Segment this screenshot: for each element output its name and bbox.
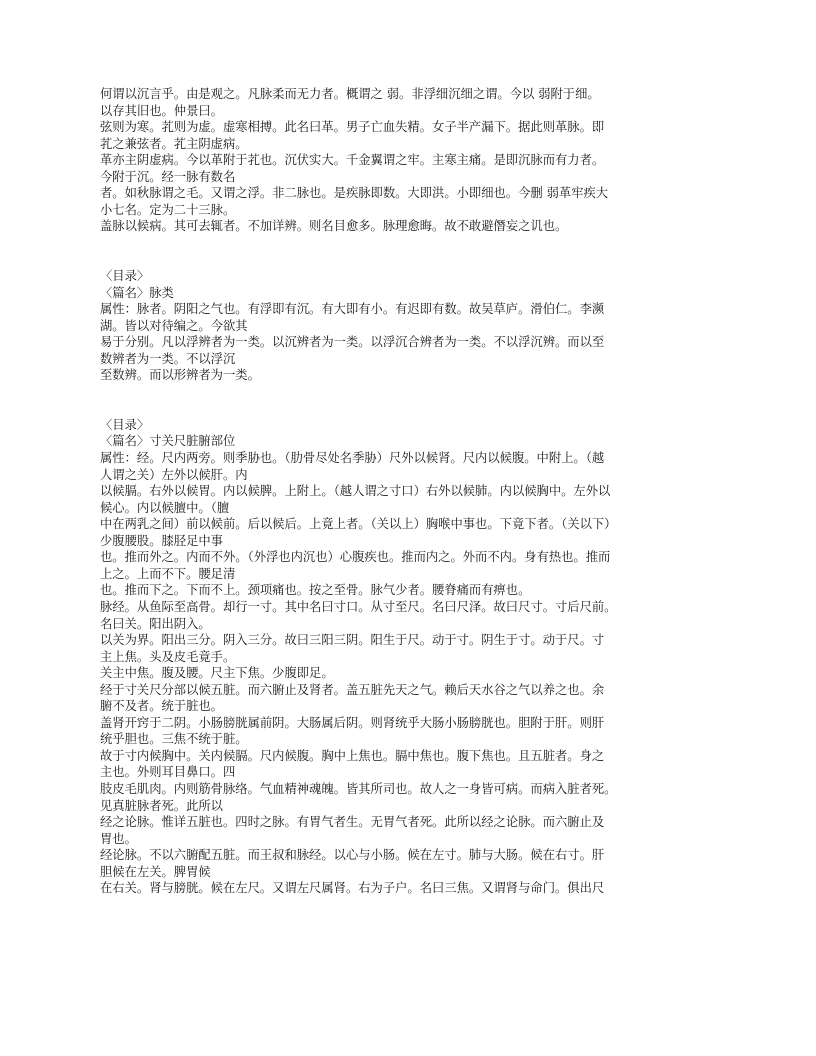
paragraph-spacer xyxy=(100,235,718,252)
text-line: 小七名。定为二十三脉。 xyxy=(100,202,236,217)
text-line: 以存其旧也。仲景曰。 xyxy=(100,103,223,118)
paragraph-spacer xyxy=(100,384,718,401)
chapter-title: 脉类 xyxy=(149,285,174,300)
text-line: 关主中焦。腹及腰。尺主下焦。少腹即足。 xyxy=(100,666,334,681)
text-line: 主上焦。头及皮毛竟手。 xyxy=(100,649,236,664)
text-line: 主也。外则耳目鼻口。四 xyxy=(100,765,236,780)
text-line: 今附于沉。经一脉有数名 xyxy=(100,169,236,184)
text-line: 也。推而下之。下而不上。颈项痛也。按之至骨。脉气少者。腰脊痛而有痹也。 xyxy=(100,583,531,598)
text-line: 经论脉。不以六腑配五脏。而王叔和脉经。以心与小肠。候在左寸。肺与大肠。候在右寸。肝 xyxy=(100,848,605,863)
text-line: 故于寸内候胸中。关内候膈。尺内候腹。胸中上焦也。膈中焦也。腹下焦也。且五脏者。身之 xyxy=(100,748,605,763)
text-line: 见真脏脉者死。此所以 xyxy=(100,798,223,813)
text-line: 属性：经。尺内两旁。则季胁也。（肋骨尽处名季胁）尺外以候肾。尺内以候腹。中附上。（越 xyxy=(100,451,605,466)
text-line: 易于分别。凡以浮辨者为一类。以沉辨者为一类。以浮沉合辨者为一类。不以浮沉辨。而以至 xyxy=(100,335,605,350)
catalog-marker: 〈目录〉 xyxy=(100,417,150,432)
text-line: 统乎胆也。三焦不统于脏。 xyxy=(100,732,248,747)
chapter-marker: 〈篇名〉 xyxy=(100,285,150,300)
text-line: 湖。皆以对待编之。今欲其 xyxy=(100,318,248,333)
text-line: 人谓之关）左外以候肝。内 xyxy=(100,467,248,482)
text-line: 至数辨。而以形辨者为一类。 xyxy=(100,368,260,383)
chapter-marker: 〈篇名〉 xyxy=(100,434,150,449)
text-line: 名曰关。阳出阴入。 xyxy=(100,616,211,631)
section-block-3 xyxy=(100,417,718,897)
text-line: 经之论脉。惟详五脏也。四时之脉。有胃气者生。无胃气者死。此所以经之论脉。而六腑止及 xyxy=(100,815,605,830)
text-line: 肢皮毛肌肉。内则筋骨脉络。气血精神魂魄。皆其所司也。故人之一身皆可病。而病入脏者死。 xyxy=(100,781,617,796)
text-line: 腑不及者。统于脏也。 xyxy=(100,699,223,714)
text-line: 经于寸关尺分部以候五脏。而六腑止及肾者。盖五脏先天之气。赖后天水谷之气以养之也。余 xyxy=(100,682,605,697)
text-line: 属性：脉者。阴阳之气也。有浮即有沉。有大即有小。有迟即有数。故吴草庐。滑伯仁。李濒 xyxy=(100,302,605,317)
section-block-2 xyxy=(100,268,718,384)
document-text-body xyxy=(100,86,718,897)
text-line: 芤之兼弦者。芤主阴虚病。 xyxy=(100,136,248,151)
text-line: 候心。内以候膻中。（膻 xyxy=(100,500,230,515)
text-line: 以候膈。右外以候胃。内以候脾。上附上。（越人谓之寸口）右外以候肺。内以候胸中。左外以 xyxy=(100,484,611,499)
catalog-marker: 〈目录〉 xyxy=(100,269,150,284)
text-line: 革亦主阴虚病。今以革附于芤也。沉伏实大。千金翼谓之牢。主寒主痛。是即沉脉而有力者。 xyxy=(100,153,605,168)
paragraph-spacer xyxy=(100,251,718,268)
text-line: 盖脉以候病。其可去辄者。不加详辨。则名目愈多。脉理愈晦。故不敢避僭妄之讥也。 xyxy=(100,219,568,234)
chapter-heading xyxy=(100,433,718,450)
text-line: 盖肾开窍于二阴。小肠膀胱属前阴。大肠属后阴。则肾统乎大肠小肠膀胱也。胆附于肝。则肝 xyxy=(100,715,605,730)
chapter-title: 寸关尺脏腑部位 xyxy=(149,434,236,449)
text-line: 上之。上而不下。腰足清 xyxy=(100,566,236,581)
chapter-heading xyxy=(100,285,718,302)
text-line: 少腹腰股。膝胫足中事 xyxy=(100,533,223,548)
text-line: 胃也。 xyxy=(100,831,137,846)
text-line: 胆候在左关。脾胃候 xyxy=(100,864,211,879)
text-line: 数辨者为一类。不以浮沉 xyxy=(100,351,236,366)
text-line: 脉经。从鱼际至高骨。却行一寸。其中名曰寸口。从寸至尺。名曰尺泽。故曰尺寸。寸后尺前。 xyxy=(100,599,617,614)
text-line: 何谓以沉言乎。由是观之。凡脉柔而无力者。概谓之 弱。非浮细沉细之谓。今以 弱附于细。 xyxy=(100,87,600,101)
text-line: 在右关。肾与膀胱。候在左尺。又谓左尺属肾。右为子户。名曰三焦。又谓肾与命门。俱出尺 xyxy=(100,881,605,896)
paragraph-block-1 xyxy=(100,86,718,235)
paragraph-spacer xyxy=(100,400,718,417)
text-line: 以关为界。阳出三分。阴入三分。故曰三阳三阴。阳生于尺。动于寸。阴生于寸。动于尺。寸 xyxy=(100,633,605,648)
text-line: 也。推而外之。内而不外。（外浮也内沉也）心腹疾也。推而内之。外而不内。身有热也。推而 xyxy=(100,550,611,565)
text-line: 者。如秋脉谓之毛。又谓之浮。非二脉也。是疾脉即数。大即洪。小即细也。今删 弱革牢疾大 xyxy=(100,186,609,201)
text-line: 弦则为寒。芤则为虚。虚寒相搏。此名曰革。男子亡血失精。女子半产漏下。据此则革脉。即 xyxy=(100,120,605,135)
text-line: 中在两乳之间）前以候前。后以候后。上竟上者。（关以上）胸喉中事也。下竟下者。（关以下） xyxy=(100,517,617,532)
